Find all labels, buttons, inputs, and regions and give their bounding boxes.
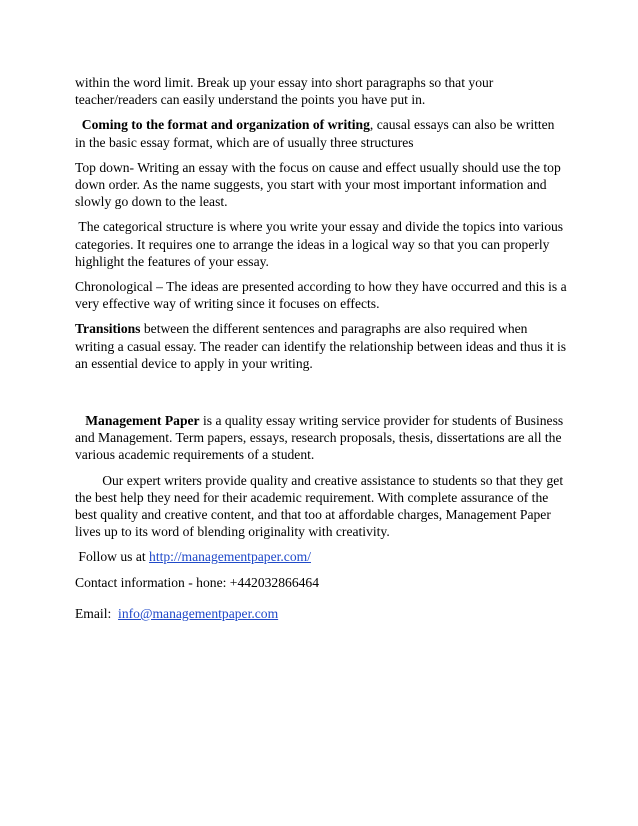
paragraph-transitions-heading: Transitions <box>75 321 141 337</box>
paragraph-categorical: The categorical structure is where you write your essay and divide the topics into various categories. It requires one to arrange the ideas in a logical way so that you can properly highlight the features of your essay. <box>75 219 567 269</box>
paragraph-chronological: Chronological – The ideas are presented according to how they have occurred and this is a very effective way of writing since it focuses on effects. <box>75 279 567 312</box>
paragraph-management-paper <box>75 412 567 464</box>
paragraph-format-text: , causal essays can also be written in the basic essay format, which are of usually three structures <box>75 117 558 150</box>
email-prefix: Email: <box>75 605 119 621</box>
contact-line: Contact information - hone: +442032866464 <box>75 574 320 590</box>
website-link[interactable]: http://managementpaper.com/ <box>149 549 311 565</box>
follow-line <box>75 548 567 565</box>
paragraph-management-text: is a quality essay writing service provider for students of Business and Management. Term papers, essays, research proposals, thesis, dissertations are all the various academic requirements of a student. <box>75 413 567 463</box>
paragraph-transitions-text: between the different sentences and paragraphs are also required when writing a casual essay. The reader can identify the relationship between ideas and thus it is an essential device to apply in your writing. <box>75 321 567 371</box>
paragraph-management-lead <box>75 413 85 428</box>
document-page <box>75 74 567 630</box>
paragraph-top-down: Top down- Writing an essay with the focus on cause and effect usually should use the top down order. As the name suggests, you start with your most important information and slowly go down to the least. <box>75 159 561 210</box>
paragraph-expert-writers: Our expert writers provide quality and creative assistance to students so that they get the best help they need for their academic requirement. With complete assurance of the best quality and creative content, and that too at affordable charges, Management Paper lives up to its word of blending originality with creativity. <box>75 472 567 540</box>
paragraph-format-heading: Coming to the format and organization of writing <box>81 117 370 133</box>
paragraph-format <box>75 116 567 150</box>
section-spacer <box>75 380 567 412</box>
paragraph-transitions <box>75 320 567 372</box>
email-line <box>75 605 567 622</box>
paragraph-word-limit: within the word limit. Break up your essay into short paragraphs so that your teacher/readers can easily understand the points you have put in. <box>75 75 494 108</box>
email-link[interactable]: info@managementpaper.com <box>118 605 279 621</box>
follow-prefix: Follow us at <box>75 549 150 565</box>
paragraph-format-lead <box>75 117 82 132</box>
paragraph-management-heading: Management Paper <box>85 413 200 429</box>
